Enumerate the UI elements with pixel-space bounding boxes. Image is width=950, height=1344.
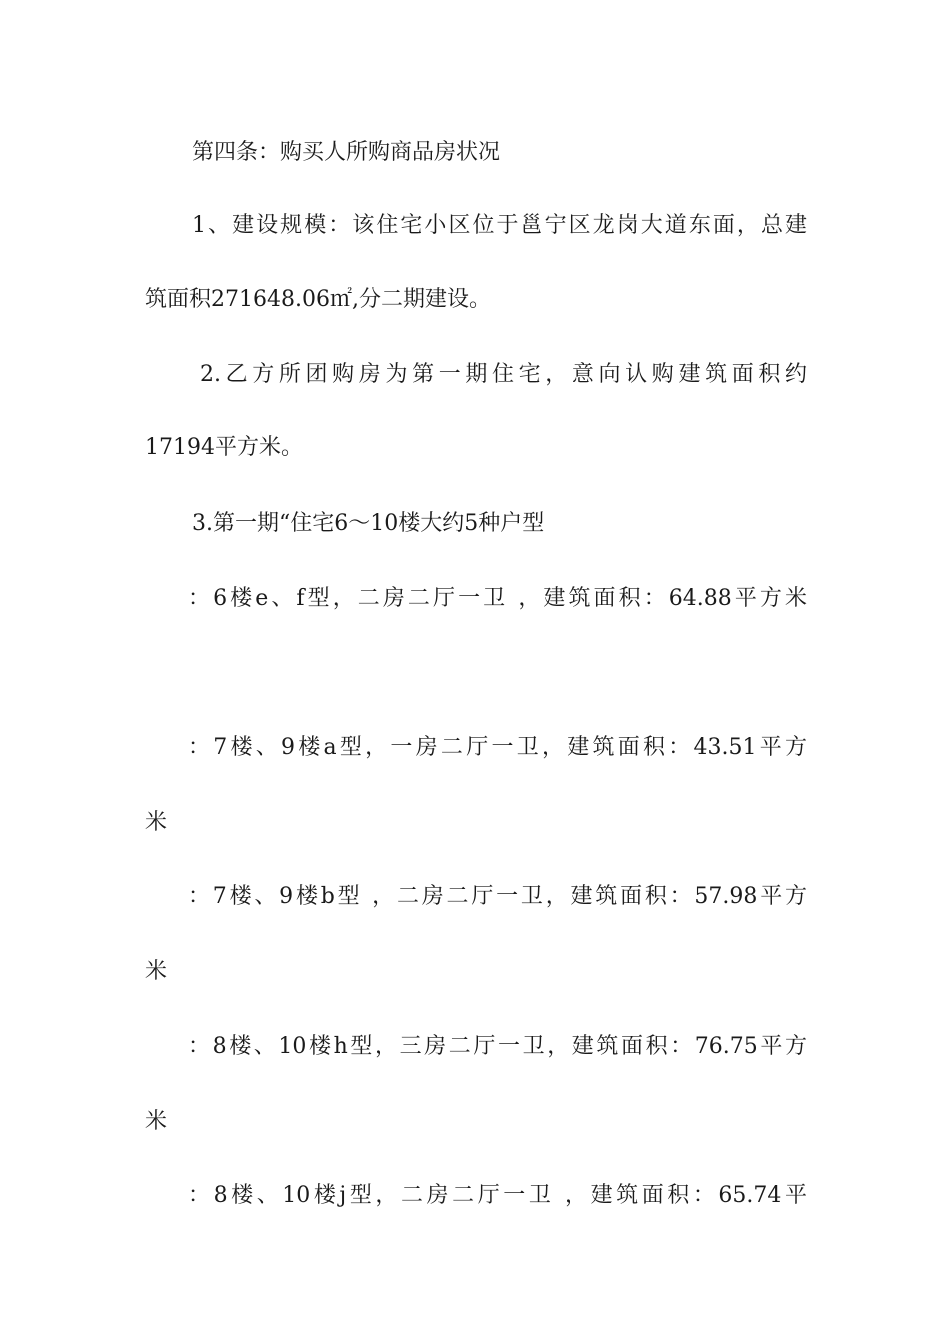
unit-type-item-3-line-1: ：7楼、9楼b型 ，二房二厅一卫，建筑面积：57.98平方 — [188, 884, 807, 909]
paragraph-2-line-2: 17194平方米。 — [145, 435, 303, 460]
unit-type-item-5-line-1: ：8楼、10楼j型，二房二厅一卫 ，建筑面积：65.74平 — [188, 1183, 807, 1208]
unit-type-item-2-line-1: ：7楼、9楼a型，一房二厅一卫，建筑面积：43.51平方 — [188, 735, 807, 760]
unit-type-item-1: ：6楼e、f型，二房二厅一卫 ，建筑面积：64.88平方米 — [188, 586, 807, 611]
paragraph-1-line-1: 1、建设规模：该住宅小区位于邕宁区龙岗大道东面，总建 — [192, 213, 807, 238]
unit-type-item-2-line-2: 米 — [145, 810, 168, 835]
section-heading: 第四条：购买人所购商品房状况 — [192, 140, 501, 165]
unit-type-item-4-line-2: 米 — [145, 1109, 168, 1134]
unit-type-item-3-line-2: 米 — [145, 959, 168, 984]
paragraph-3-line-1: 3.第一期“住宅6～10楼大约5种户型 — [192, 511, 545, 536]
paragraph-1-line-2: 筑面积271648.06㎡,分二期建设。 — [145, 287, 491, 312]
paragraph-2-line-1: 2.乙方所团购房为第一期住宅，意向认购建筑面积约 — [200, 362, 807, 387]
unit-type-item-4-line-1: ：8楼、10楼h型，三房二厅一卫，建筑面积：76.75平方 — [188, 1034, 807, 1059]
